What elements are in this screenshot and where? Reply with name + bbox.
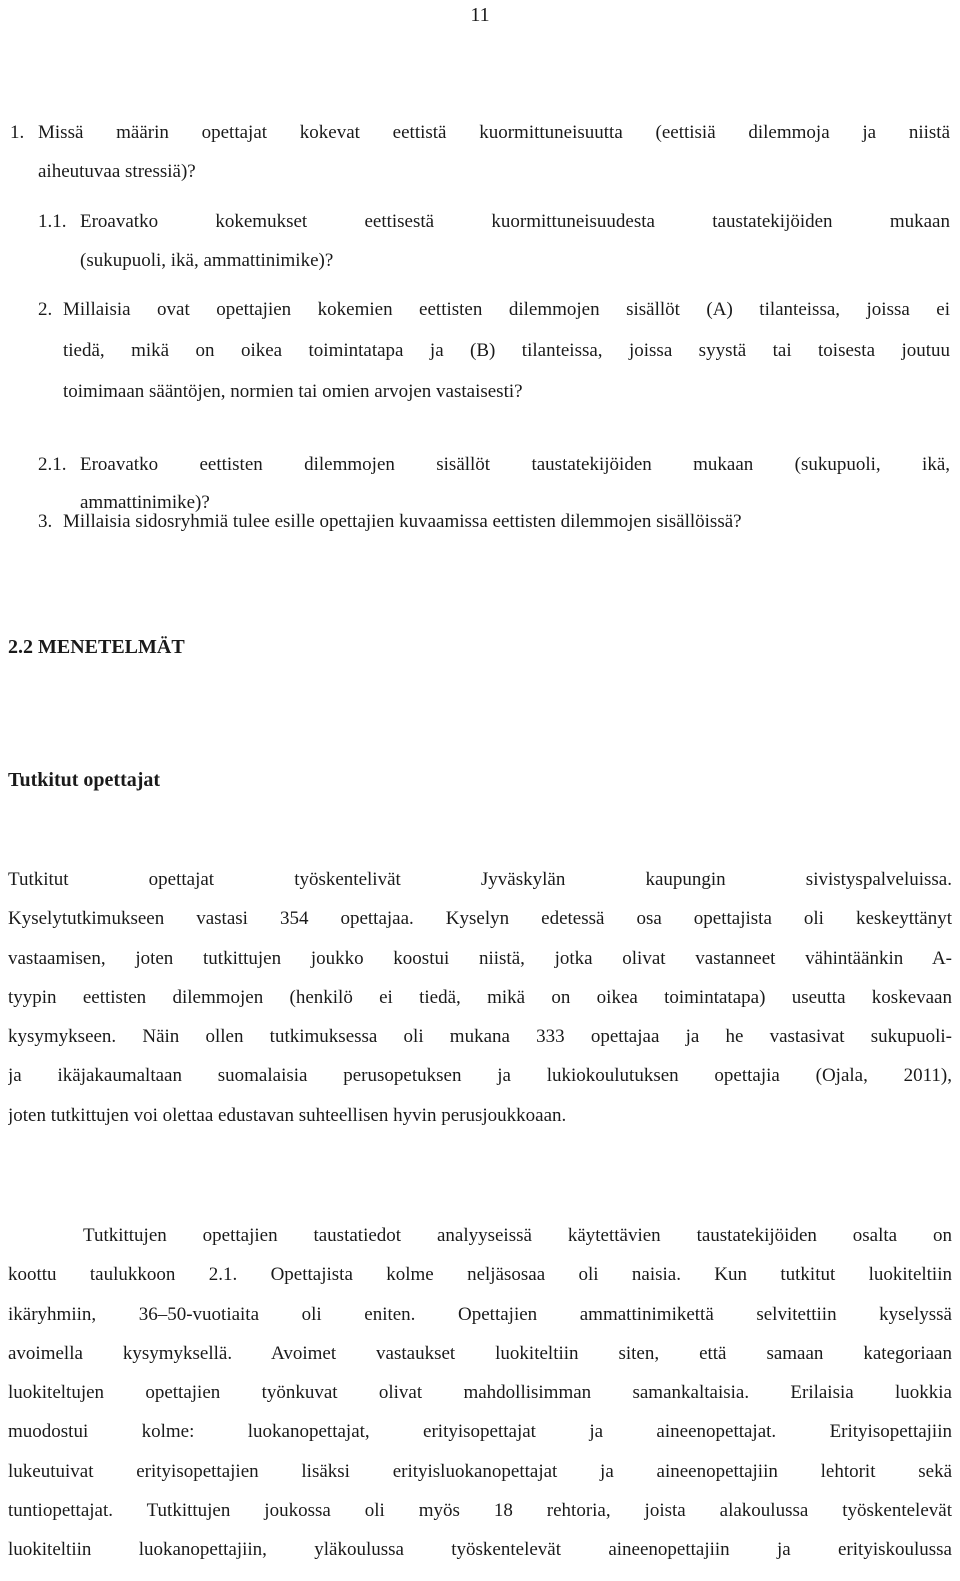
- subsection-heading: Tutkitut opettajat: [8, 769, 161, 791]
- paragraph-line: tyypin eettisten dilemmojen (henkilö ei tiedä, mikä on oikea toimintatapa) useutta koskevaan: [8, 986, 952, 1008]
- question-number: 3.: [38, 511, 53, 532]
- paragraph-line: kysymykseen. Näin ollen tutkimuksessa oli mukana 333 opettajaa ja he vastasivat sukupuoli-: [8, 1026, 952, 1048]
- paragraph-line: Tutkittujen opettajien taustatiedot analyyseissä käytettävien taustatekijöiden osalta on: [83, 1225, 952, 1246]
- paragraph-line: luokiteltujen opettajien työnkuvat olivat mahdollisimman samankaltaisia. Erilaisia luokkia: [8, 1382, 952, 1404]
- question-line: Millaisia sidosryhmiä tulee esille opettajien kuvaamissa eettisten dilemmojen sisällöissä?: [63, 511, 742, 532]
- question-line: tiedä, mikä on oikea toimintatapa ja (B) tilanteissa, joissa syystä tai toisesta joutuu: [63, 340, 950, 361]
- paragraph-line: joten tutkittujen voi olettaa edustavan suhteellisen hyvin perusjoukkoaan.: [8, 1104, 567, 1126]
- question-number: 1.: [10, 122, 25, 143]
- paragraph-line: Kyselytutkimukseen vastasi 354 opettajaa. Kyselyn edetessä osa opettajista oli keskeyttänyt: [8, 908, 952, 930]
- paragraph-line: koottu taulukkoon 2.1. Opettajista kolme neljäsosaa oli naisia. Kun tutkitut luokiteltiin: [8, 1264, 952, 1286]
- paragraph-line: avoimella kysymyksellä. Avoimet vastaukset luokiteltiin siten, että samaan kategoriaan: [8, 1342, 952, 1364]
- paragraph-line: luokiteltiin luokanopettajiin, yläkoulussa työskentelevät aineenopettajiin ja erityiskoulussa: [8, 1539, 952, 1561]
- question-line: ammattinimike)?: [80, 492, 210, 513]
- paragraph-line: tuntiopettajat. Tutkittujen joukossa oli myös 18 rehtoria, joista alakoulussa työskentelevät: [8, 1500, 952, 1522]
- paragraph-line: ja ikäjakaumaltaan suomalaisia perusopetuksen ja lukiokoulutuksen opettajia (Ojala, 2011),: [8, 1065, 952, 1087]
- page-number: 11: [470, 4, 490, 26]
- question-line: Missä määrin opettajat kokevat eettistä kuormittuneisuutta (eettisiä dilemmoja ja niistä: [38, 122, 950, 143]
- question-number: 2.: [38, 299, 53, 320]
- paragraph-line: vastaamisen, joten tutkittujen joukko koostui niistä, jotka olivat vastanneet vähintäänkin A-: [8, 947, 952, 969]
- paragraph-line: muodostui kolme: luokanopettajat, erityisopettajat ja aineenopettajat. Erityisopettajiin: [8, 1421, 952, 1443]
- question-number: 1.1.: [38, 211, 67, 232]
- body-paragraph-1: [8, 860, 952, 1135]
- question-line: (sukupuoli, ikä, ammattinimike)?: [80, 250, 334, 271]
- question-line: Eroavatko eettisten dilemmojen sisällöt taustatekijöiden mukaan (sukupuoli, ikä,: [80, 454, 950, 475]
- question-line: aiheutuvaa stressiä)?: [38, 161, 196, 182]
- question-number: 2.1.: [38, 454, 67, 475]
- section-heading: 2.2 MENETELMÄT: [8, 636, 185, 658]
- paragraph-line: lukeutuivat erityisopettajien lisäksi erityisluokanopettajat ja aineenopettajiin lehtorit sekä: [8, 1460, 952, 1482]
- question-line: Eroavatko kokemukset eettisestä kuormittuneisuudesta taustatekijöiden mukaan: [80, 211, 950, 232]
- paragraph-line: ikäryhmiin, 36–50-vuotiaita oli eniten. Opettajien ammattinimikettä selvitettiin kyselyssä: [8, 1303, 952, 1325]
- paragraph-line: Tutkitut opettajat työskentelivät Jyväskylän kaupungin sivistyspalveluissa.: [8, 869, 952, 890]
- question-line: toimimaan sääntöjen, normien tai omien arvojen vastaisesti?: [63, 381, 523, 402]
- question-line: Millaisia ovat opettajien kokemien eettisten dilemmojen sisällöt (A) tilanteissa, joissa ei: [63, 299, 950, 320]
- body-paragraph-2: [8, 1216, 952, 1570]
